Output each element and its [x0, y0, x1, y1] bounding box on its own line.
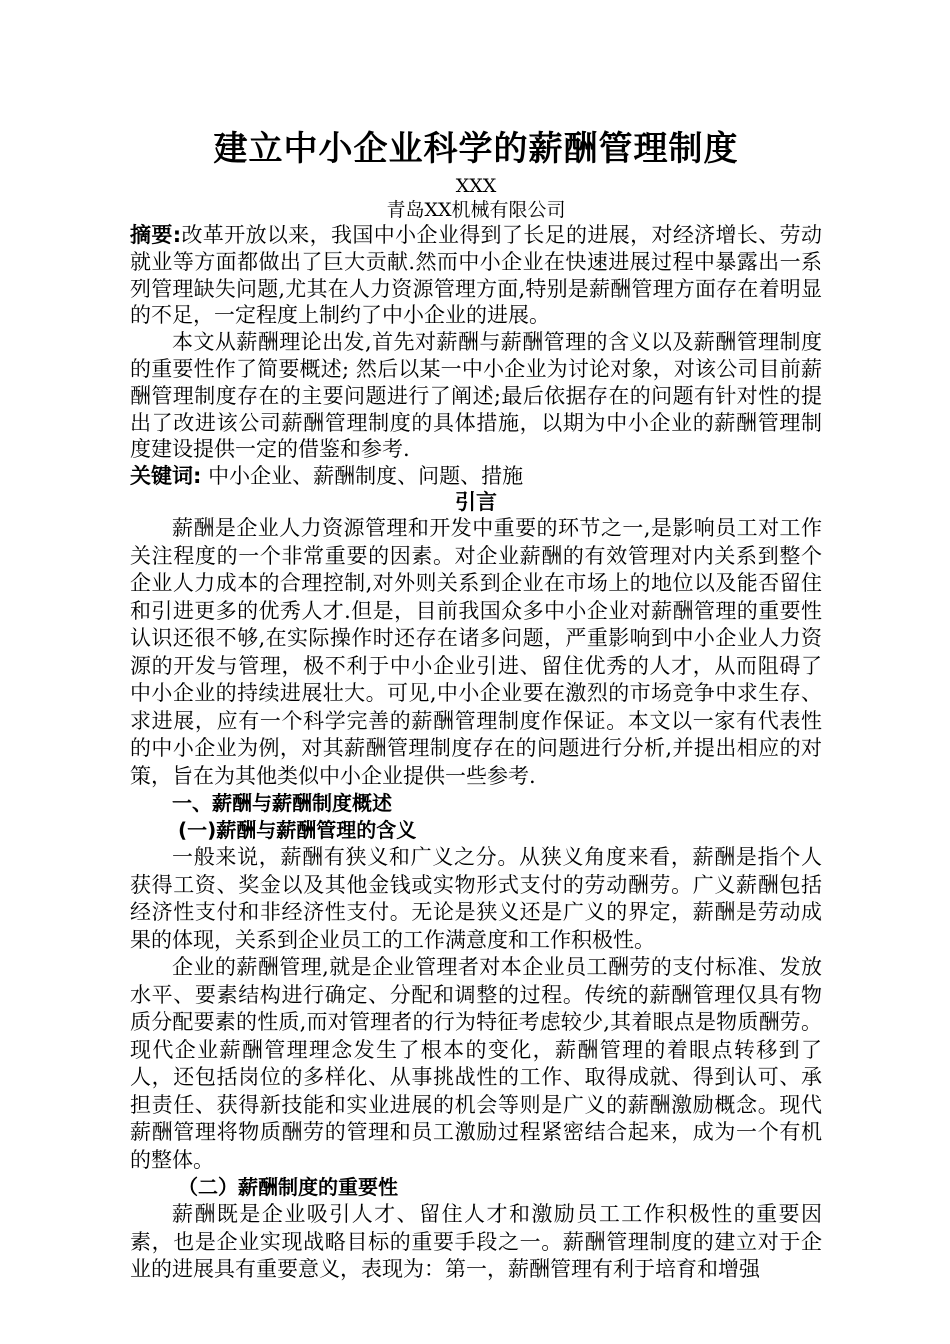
keywords-label: 关键词: [130, 464, 202, 489]
subsection-2-paragraph-1: 薪酬既是企业吸引人才、留住人才和激励员工工作积极性的重要因素，也是企业实现战略目标的重要手段之一。薪酬管理制度的建立对于企业的进展具有重要意义，表现为：第一，薪酬管理有利于培育和增强 [130, 1202, 822, 1282]
subsection-1-paragraph-2: 企业的薪酬管理,就是企业管理者对本企业员工酬劳的支付标准、发放水平、要素结构进行确定、分配和调整的过程。传统的薪酬管理仅具有物质分配要素的性质,而对管理者的行为特征考虑较少,其着眼点是物质酬劳。现代企业薪酬管理理念发生了根本的变化，薪酬管理的着眼点转移到了人，还包括岗位的多样化、从事挑战性的工作、取得成就、得到认可、承担责任、获得新技能和实业进展的机会等则是广义的薪酬激励概念。现代薪酬管理将物质酬劳的管理和员工激励过程紧密结合起来，成为一个有机的整体。 [130, 955, 822, 1172]
affiliation: 青岛XX机械有限公司 [386, 199, 566, 221]
intro-paragraph: 薪酬是企业人力资源管理和开发中重要的环节之一,是影响员工对工作关注程度的一个非常重要的因素。对企业薪酬的有效管理对内关系到整个企业人力成本的合理控制,对外则关系到企业在市场上的地位以及能否留住和引进更多的优秀人才.但是，目前我国众多中小企业对薪酬管理的重要性认识还很不够,在实际操作时还存在诸多问题，严重影响到中小企业人力资源的开发与管理，极不利于中小企业引进、留住优秀的人才，从而阻碍了中小企业的持续进展壮大。可见,中小企业要在激烈的市场竞争中求生存、求进展，应有一个科学完善的薪酬管理制度作保证。本文以一家有代表性的中小企业为例，对其薪酬管理制度存在的问题进行分析,并提出相应的对策，旨在为其他类似中小企业提供一些参考. [130, 516, 822, 788]
abstract-paragraph-2: 本文从薪酬理论出发,首先对薪酬与薪酬管理的含义以及薪酬管理制度的重要性作了简要概述; 然后以某一中小企业为讨论对象，对该公司目前薪酬管理制度存在的主要问题进行了阐述;最后依据存在的问题有针对性的提出了改进该公司薪酬管理制度的具体措施，以期为中小企业的薪酬管理制度建设提供一定的借鉴和参考. [130, 330, 822, 462]
subsection-2-heading: （二）薪酬制度的重要性 [178, 1175, 398, 1200]
section-1-heading: 一、薪酬与薪酬制度概述 [172, 791, 392, 816]
subsection-1-heading: (一)薪酬与薪酬管理的含义 [178, 818, 417, 843]
subsection-1-paragraph-1: 一般来说，薪酬有狭义和广义之分。从狭义角度来看，薪酬是指个人获得工资、奖金以及其他金钱或实物形式支付的劳动酬劳。广义薪酬包括经济性支付和非经济性支付。无论是狭义还是广义的界定，薪酬是劳动成果的体现，关系到企业员工的工作满意度和工作积极性。 [130, 845, 822, 952]
document-title: 建立中小企业科学的薪酬管理制度 [213, 129, 739, 169]
abstract-paragraph-1 [130, 222, 822, 329]
intro-title: 引言 [455, 490, 497, 515]
author: XXX [455, 175, 497, 197]
keywords-text: 中小企业、薪酬制度、问题、措施 [201, 464, 524, 489]
abstract-text-1: 改革开放以来，我国中小企业得到了长足的进展，对经济增长、劳动就业等方面都做出了巨大贡献.然而中小企业在快速进展过程中暴露出一系列管理缺失问题,尤其在人力资源管理方面,特别是薪酬管理方面存在着明显的不足，一定程度上制约了中小企业的进展。 [130, 223, 822, 328]
document-page [130, 124, 822, 1284]
keywords-line [130, 463, 822, 489]
abstract-label: 摘要: [130, 223, 182, 247]
